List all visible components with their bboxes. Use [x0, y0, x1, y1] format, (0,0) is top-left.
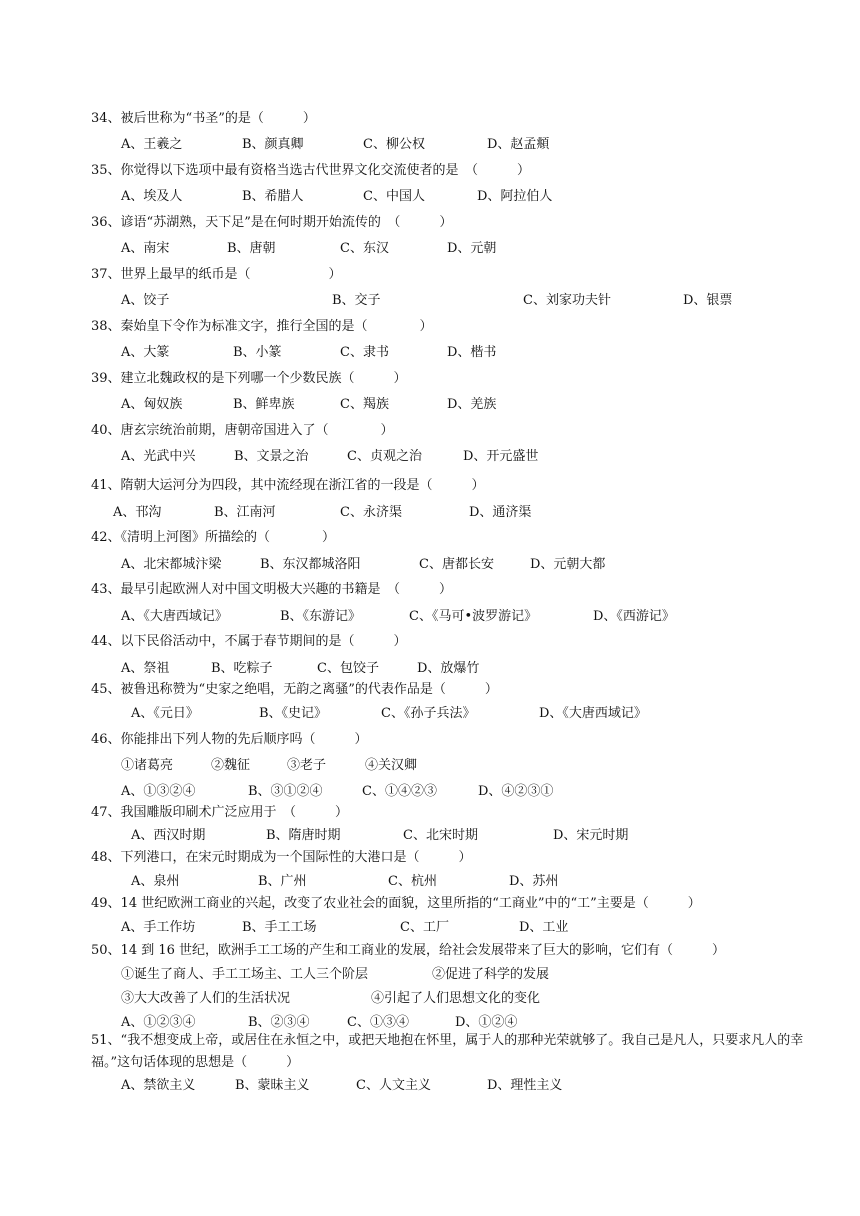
option-b[interactable]: B、③①②④ [248, 784, 323, 799]
option-a[interactable]: A、祭祖 [121, 661, 170, 676]
option-c[interactable]: C、羯族 [340, 397, 389, 412]
option-b[interactable]: B、吃粽子 [211, 661, 273, 676]
option-a[interactable]: A、光武中兴 [121, 449, 196, 464]
question-35: 35、你觉得以下选项中最有资格当选古代世界文化交流使者的是 （ ） [91, 163, 531, 178]
option-a[interactable]: A、北宋都城汴梁 [121, 557, 222, 572]
question-50: 50、14 到 16 世纪，欧洲手工工场的产生和工商业的发展，给社会发展带来了巨大的影响，它们有（ ） [91, 943, 726, 958]
option-d[interactable]: D、理性主义 [487, 1078, 563, 1093]
option-d[interactable]: D、通济渠 [469, 505, 532, 520]
option-c[interactable]: C、杭州 [388, 874, 437, 889]
option-c[interactable]: C、唐都长安 [419, 557, 494, 572]
option-b[interactable]: B、交子 [332, 293, 381, 308]
option-c[interactable]: C、隶书 [340, 345, 389, 360]
option-b[interactable]: B、鲜卑族 [233, 397, 295, 412]
question-46: 46、你能排出下列人物的先后顺序吗（ ） [91, 732, 368, 747]
option-a[interactable]: A、①③②④ [121, 784, 196, 799]
option-b[interactable]: B、文景之治 [234, 449, 309, 464]
option-c[interactable]: C、《孙子兵法》 [381, 706, 476, 721]
item-3: ③老子 [287, 758, 327, 773]
option-c[interactable]: C、东汉 [340, 241, 389, 256]
option-a[interactable]: A、禁欲主义 [121, 1078, 196, 1093]
option-a[interactable]: A、大篆 [121, 345, 170, 360]
question-40: 40、唐玄宗统治前期，唐朝帝国进入了（ ） [91, 423, 394, 438]
option-a[interactable]: A、泉州 [131, 874, 180, 889]
option-b[interactable]: B、蒙昧主义 [235, 1078, 310, 1093]
option-a[interactable]: A、手工作坊 [121, 920, 196, 935]
question-41: 41、隋朝大运河分为四段，其中流经现在浙江省的一段是（ ） [91, 478, 485, 493]
option-d[interactable]: D、《大唐西域记》 [539, 706, 647, 721]
question-44: 44、以下民俗活动中，不属于春节期间的是（ ） [91, 634, 407, 649]
option-b[interactable]: B、《东游记》 [280, 609, 362, 624]
option-d[interactable]: D、羌族 [447, 397, 497, 412]
question-47: 47、我国雕版印刷术广泛应用于 （ ） [91, 805, 349, 820]
option-d[interactable]: D、苏州 [509, 874, 559, 889]
option-d[interactable]: D、①②④ [455, 1015, 518, 1030]
option-c[interactable]: C、包饺子 [317, 661, 379, 676]
question-42: 42、《清明上河图》所描绘的（ ） [91, 530, 336, 545]
option-d[interactable]: D、楷书 [447, 345, 497, 360]
option-d[interactable]: D、工业 [519, 920, 569, 935]
option-b[interactable]: B、江南河 [214, 505, 276, 520]
item-4: ④关汉卿 [365, 758, 418, 773]
option-c[interactable]: C、①④②③ [362, 784, 437, 799]
option-b[interactable]: B、小篆 [233, 345, 282, 360]
option-c[interactable]: C、柳公权 [363, 137, 425, 152]
option-a[interactable]: A、埃及人 [121, 189, 183, 204]
item-2: ②魏征 [211, 758, 251, 773]
option-c[interactable]: C、《马可•波罗游记》 [409, 609, 538, 624]
question-49: 49、14 世纪欧洲工商业的兴起，改变了农业社会的面貌，这里所指的“工商业”中的“工”主要是（ ） [91, 896, 701, 911]
option-c[interactable]: C、人文主义 [356, 1078, 431, 1093]
item-1: ①诞生了商人、手工工场主、工人三个阶层 [121, 967, 369, 982]
option-b[interactable]: B、希腊人 [242, 189, 304, 204]
option-d[interactable]: D、阿拉伯人 [477, 189, 553, 204]
question-39: 39、建立北魏政权的是下列哪一个少数民族（ ） [91, 371, 407, 386]
option-c[interactable]: C、中国人 [363, 189, 425, 204]
question-38: 38、秦始皇下令作为标准文字，推行全国的是（ ） [91, 319, 433, 334]
item-1: ①诸葛亮 [121, 758, 174, 773]
option-c[interactable]: C、刘家功夫针 [523, 293, 611, 308]
question-34: 34、被后世称为“书圣”的是（ ） [91, 111, 316, 126]
option-c[interactable]: C、①③④ [347, 1015, 409, 1030]
option-c[interactable]: C、永济渠 [340, 505, 402, 520]
option-a[interactable]: A、《元日》 [131, 706, 199, 721]
question-37: 37、世界上最早的纸币是（ ） [91, 267, 342, 282]
question-36: 36、谚语“苏湖熟，天下足”是在何时期开始流传的 （ ） [91, 215, 453, 230]
item-3: ③大大改善了人们的生活状况 [121, 991, 291, 1006]
option-c[interactable]: C、北宋时期 [403, 828, 478, 843]
option-c[interactable]: C、工厂 [400, 920, 449, 935]
option-a[interactable]: A、南宋 [121, 241, 170, 256]
option-a[interactable]: A、①②③④ [121, 1015, 196, 1030]
item-2: ②促进了科学的发展 [432, 967, 550, 982]
option-c[interactable]: C、贞观之治 [347, 449, 422, 464]
option-a[interactable]: A、西汉时期 [131, 828, 206, 843]
option-d[interactable]: D、银票 [683, 293, 733, 308]
option-b[interactable]: B、②③④ [248, 1015, 310, 1030]
option-d[interactable]: D、开元盛世 [463, 449, 539, 464]
question-43: 43、最早引起欧洲人对中国文明极大兴趣的书籍是 （ ） [91, 582, 453, 597]
option-d[interactable]: D、放爆竹 [417, 661, 480, 676]
option-a[interactable]: A、邗沟 [113, 505, 162, 520]
option-d[interactable]: D、元朝大都 [530, 557, 606, 572]
option-d[interactable]: D、④②③① [478, 784, 554, 799]
option-b[interactable]: B、唐朝 [227, 241, 276, 256]
option-b[interactable]: B、广州 [258, 874, 307, 889]
option-d[interactable]: D、赵孟頫 [487, 137, 550, 152]
option-a[interactable]: A、王羲之 [121, 137, 183, 152]
option-d[interactable]: D、元朝 [447, 241, 497, 256]
option-b[interactable]: B、东汉都城洛阳 [260, 557, 361, 572]
option-b[interactable]: B、隋唐时期 [266, 828, 341, 843]
option-a[interactable]: A、匈奴族 [121, 397, 183, 412]
question-51: 51、“我不想变成上帝，或居住在永恒之中，或把天地抱在怀里，属于人的那种光荣就够了。我自己是凡人，只要求凡人的幸福。”这句话体现的思想是（ ） [91, 1033, 804, 1070]
option-d[interactable]: D、《西游记》 [593, 609, 675, 624]
option-b[interactable]: B、《史记》 [259, 706, 328, 721]
option-b[interactable]: B、手工工场 [242, 920, 317, 935]
question-45: 45、被鲁迅称赞为“史家之绝唱，无韵之离骚”的代表作品是（ ） [91, 682, 498, 697]
option-b[interactable]: B、颜真卿 [242, 137, 304, 152]
question-48: 48、下列港口，在宋元时期成为一个国际性的大港口是（ ） [91, 850, 472, 865]
option-a[interactable]: A、《大唐西域记》 [121, 609, 228, 624]
item-4: ④引起了人们思想文化的变化 [371, 991, 541, 1006]
option-a[interactable]: A、饺子 [121, 293, 170, 308]
option-d[interactable]: D、宋元时期 [553, 828, 629, 843]
